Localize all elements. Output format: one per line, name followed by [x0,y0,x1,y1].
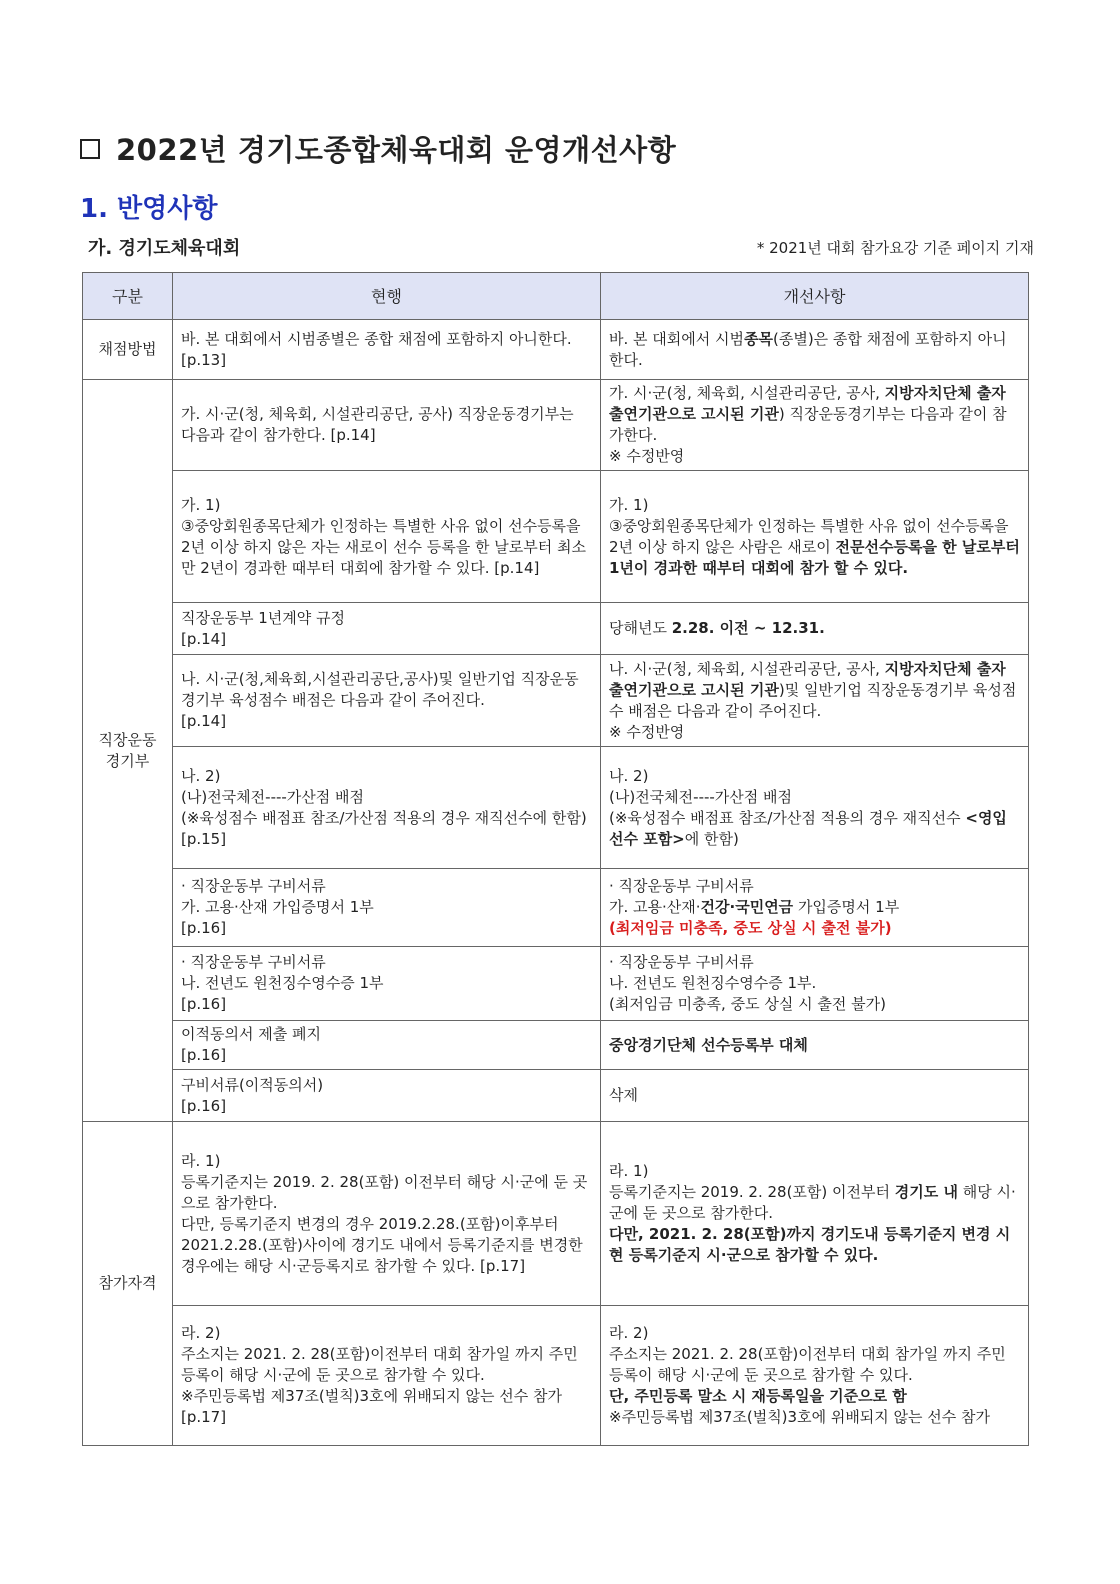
improved-text [609,383,1020,446]
current-text: 직장운동부 1년계약 규정 [181,608,345,627]
table-row [83,1070,1029,1122]
text-segment: 해당 시·군에 둔 곳으로 참가한다. [609,1183,1016,1222]
improved-cell [601,1021,1029,1070]
text-segment: (종별)은 종합 채점에 포함하지 아니한다. [609,329,1007,369]
text-segment: )및 일반기업 직장운동경기부 육성점수 배점은 다음과 같이 주어진다. [609,680,1017,720]
improved-text [609,1161,1020,1182]
page-title: 2022년 경기도종합체육대회 운영개선사항 [116,133,677,167]
current-text: [p.16] [181,1096,227,1115]
improved-text [609,1407,1020,1428]
improved-text [609,808,1020,850]
current-text: [p.16] [181,1046,227,1064]
text-segment: 주소지는 2021. 2. 28(포함)이전부터 대회 참가일 까지 주민등록이 해당 시·군에 둔 곳으로 참가할 수 있다. [609,1345,1006,1384]
current-cell [173,1306,601,1446]
current-text: ③중앙회원종목단체가 인정하는 특별한 사유 없이 선수등록을 2년 이상 하지 않은 자는 새로이 선수 등록을 한 날로부터 최소 만 2년이 경과한 때부터 대회에 참가할 수 있다. [p.14] [181,516,586,577]
text-segment: ③중앙회원종목단체가 인정하는 특별한 사유 없이 선수등록을 2년 이상 하지 않은 사람은 새로이 [609,516,1009,556]
current-text: [p.15] [181,829,227,848]
current-cell [173,603,601,655]
text-segment: 당해년도 [609,619,672,637]
text-segment: 라. 2) [609,1324,649,1342]
improved-text [609,787,1020,808]
improved-cell [601,1306,1029,1446]
current-text: [p.17] [181,1408,227,1426]
current-text: 라. 1) [181,1151,221,1170]
text-segment: 삭제 [609,1086,638,1104]
text-segment: (최저임금 미충족, 중도 상실 시 출전 불가) [609,995,886,1013]
current-cell [173,380,601,471]
text-segment: ※주민등록법 제37조(벌칙)3호에 위배되지 않는 선수 참가 [609,1408,991,1426]
current-text: 나. 전년도 원천징수영수증 1부 [181,974,384,992]
reference-note: * 2021년 대회 참가요강 기준 페이지 기재 [756,239,1034,257]
emphasis-text: <영입선수 포함> [609,808,1007,848]
current-cell [173,869,601,947]
table-row [83,747,1029,869]
text-segment: 라. 1) [609,1162,649,1180]
improved-text [609,722,1020,743]
improved-text [609,766,1020,787]
current-text: · 직장운동부 구비서류 [181,877,326,895]
current-text: 가. 고용·산재 가입증명서 1부 [181,898,374,916]
current-text: 가. 1) [181,495,221,514]
emphasis-text: 중앙경기단체 선수등록부 대체 [609,1035,808,1054]
text-segment: (나)전국체전----가산점 배점 [609,787,793,806]
table-row [83,471,1029,603]
text-segment: 나. 시·군(청, 체육회, 시설관리공단, 공사, [609,659,885,678]
current-text: · 직장운동부 구비서류 [181,953,326,971]
table-row [83,869,1029,947]
table-header-row [83,273,1029,320]
current-text: 나. 시·군(청,체육회,시설관리공단,공사)및 일반기업 직장운동경기부 육성점수 배점은 다음과 같이 주어진다. [181,670,579,709]
current-text: 바. 본 대회에서 시범종별은 종합 채점에 포함하지 아니한다. [p.13] [181,329,572,369]
current-cell [173,747,601,869]
current-text: 주소지는 2021. 2. 28(포함)이전부터 대회 참가일 까지 주민등록이 해당 시·군에 둔 곳으로 참가할 수 있다. [181,1345,578,1384]
current-text: 등록기준지는 2019. 2. 28(포함) 이전부터 해당 시·군에 둔 곳으로 참가한다. [181,1172,588,1212]
improved-text [609,973,1020,994]
text-segment: ※ 수정반영 [609,447,685,465]
table-row [83,380,1029,471]
checkbox-square-icon [80,139,100,159]
current-text: [p.14] [181,629,227,648]
improved-cell [601,320,1029,380]
current-text: ※주민등록법 제37조(벌칙)3호에 위배되지 않는 선수 참가 [181,1387,563,1405]
text-segment: 나. 전년도 원천징수영수증 1부. [609,974,817,992]
current-cell [173,320,601,380]
category-cell: 직장운동 경기부 [83,380,173,1122]
improved-text [609,1085,1020,1106]
text-segment: 에 한함) [684,829,739,848]
table-row [83,603,1029,655]
improved-cell [601,603,1029,655]
title-row [80,128,676,169]
improved-text [609,994,1020,1015]
improved-text [609,876,1020,897]
improved-text [609,918,1020,939]
improved-cell [601,380,1029,471]
improved-cell [601,655,1029,747]
emphasis-text: 건강·국민연금 [700,898,794,916]
current-text: 이적동의서 제출 폐지 [181,1025,321,1043]
text-segment: ※ 수정반영 [609,722,685,741]
improved-text [609,1035,1020,1056]
improved-text [609,1323,1020,1344]
text-segment: 가입증명서 1부 [793,898,900,916]
emphasis-text: 지방자치단체 출자출연기관으로 고시된 기관 [609,384,1006,423]
current-text: 다만, 등록기준지 변경의 경우 2019.2.28.(포함)이후부터 2021.2.28.(포함)사이에 경기도 내에서 등록기준지를 변경한 경우에는 해당 시·군등록지로 참가할 수 있다. [p.17] [181,1214,583,1275]
improvement-table [82,272,1029,1446]
section-heading: 1. 반영사항 [80,194,218,224]
table-row [83,655,1029,747]
improved-cell [601,471,1029,603]
improved-text [609,1224,1020,1266]
current-text: 라. 2) [181,1324,221,1342]
improved-text [609,952,1020,973]
highlight-red-text: (최저임금 미충족, 중도 상실 시 출전 불가) [609,919,892,937]
improved-cell [601,1122,1029,1306]
category-cell: 참가자격 [83,1122,173,1446]
text-segment: (※육성점수 배점표 참조/가산점 적용의 경우 재직선수 [609,808,966,827]
improved-text [609,1182,1020,1224]
current-cell [173,471,601,603]
current-cell [173,655,601,747]
emphasis-text: 다만, 2021. 2. 28(포함)까지 경기도내 등록기준지 변경 시 현 등록기준지 시·군으로 참가할 수 있다. [609,1225,1011,1264]
text-segment: 가. 1) [609,495,649,514]
current-text: 구비서류(이적동의서) [181,1075,324,1094]
table-row [83,1021,1029,1070]
header-current: 현행 [173,273,601,320]
emphasis-text: 단, 주민등록 말소 시 재등록일을 기준으로 함 [609,1387,907,1405]
current-text: (※육성점수 배점표 참조/가산점 적용의 경우 재직선수에 한함) [181,808,587,827]
text-segment: 가. 고용·산재· [609,898,701,916]
subsection-heading: 가. 경기도체육대회 [88,238,241,259]
emphasis-text: 종목 [744,329,773,348]
table-row [83,1122,1029,1306]
improved-text [609,446,1020,467]
improved-text [609,1386,1020,1407]
improved-text [609,516,1020,579]
current-text: [p.16] [181,919,227,937]
table-row [83,320,1029,380]
emphasis-text: 2.28. 이전 ~ 12.31. [671,619,825,637]
text-segment: 등록기준지는 2019. 2. 28(포함) 이전부터 [609,1183,895,1201]
text-segment: 나. 2) [609,766,649,785]
improved-cell [601,947,1029,1021]
current-cell [173,1021,601,1070]
current-text: 가. 시·군(청, 체육회, 시설관리공단, 공사) 직장운동경기부는 다음과 같이 참가한다. [p.14] [181,405,574,444]
improved-text [609,495,1020,516]
improved-text [609,1344,1020,1386]
emphasis-text: 지방자치단체 출자출연기관으로 고시된 기관 [609,659,1006,699]
table-row [83,947,1029,1021]
header-improved: 개선사항 [601,273,1029,320]
improved-cell [601,869,1029,947]
header-category: 구분 [83,273,173,320]
text-segment: · 직장운동부 구비서류 [609,877,754,895]
improved-text [609,897,1020,918]
text-segment: 가. 시·군(청, 체육회, 시설관리공단, 공사, [609,384,885,402]
current-cell [173,1122,601,1306]
text-segment: 바. 본 대회에서 시범 [609,329,744,348]
current-text: [p.14] [181,712,227,730]
emphasis-text: 경기도 내 [894,1183,958,1201]
emphasis-text: 전문선수등록을 한 날로부터 1년이 경과한 때부터 대회에 참가 할 수 있다. [609,537,1020,577]
current-text: [p.16] [181,995,227,1013]
improved-cell [601,747,1029,869]
improved-text [609,329,1020,371]
text-segment: ) 직장운동경기부는 다음과 같이 참가한다. [609,405,1007,444]
text-segment: · 직장운동부 구비서류 [609,953,754,971]
improved-text [609,659,1020,722]
category-cell: 채점방법 [83,320,173,380]
improved-text [609,618,1020,639]
improved-cell [601,1070,1029,1122]
current-cell [173,1070,601,1122]
current-text: 나. 2) [181,766,221,785]
current-cell [173,947,601,1021]
table-row [83,1306,1029,1446]
current-text: (나)전국체전----가산점 배점 [181,787,365,806]
